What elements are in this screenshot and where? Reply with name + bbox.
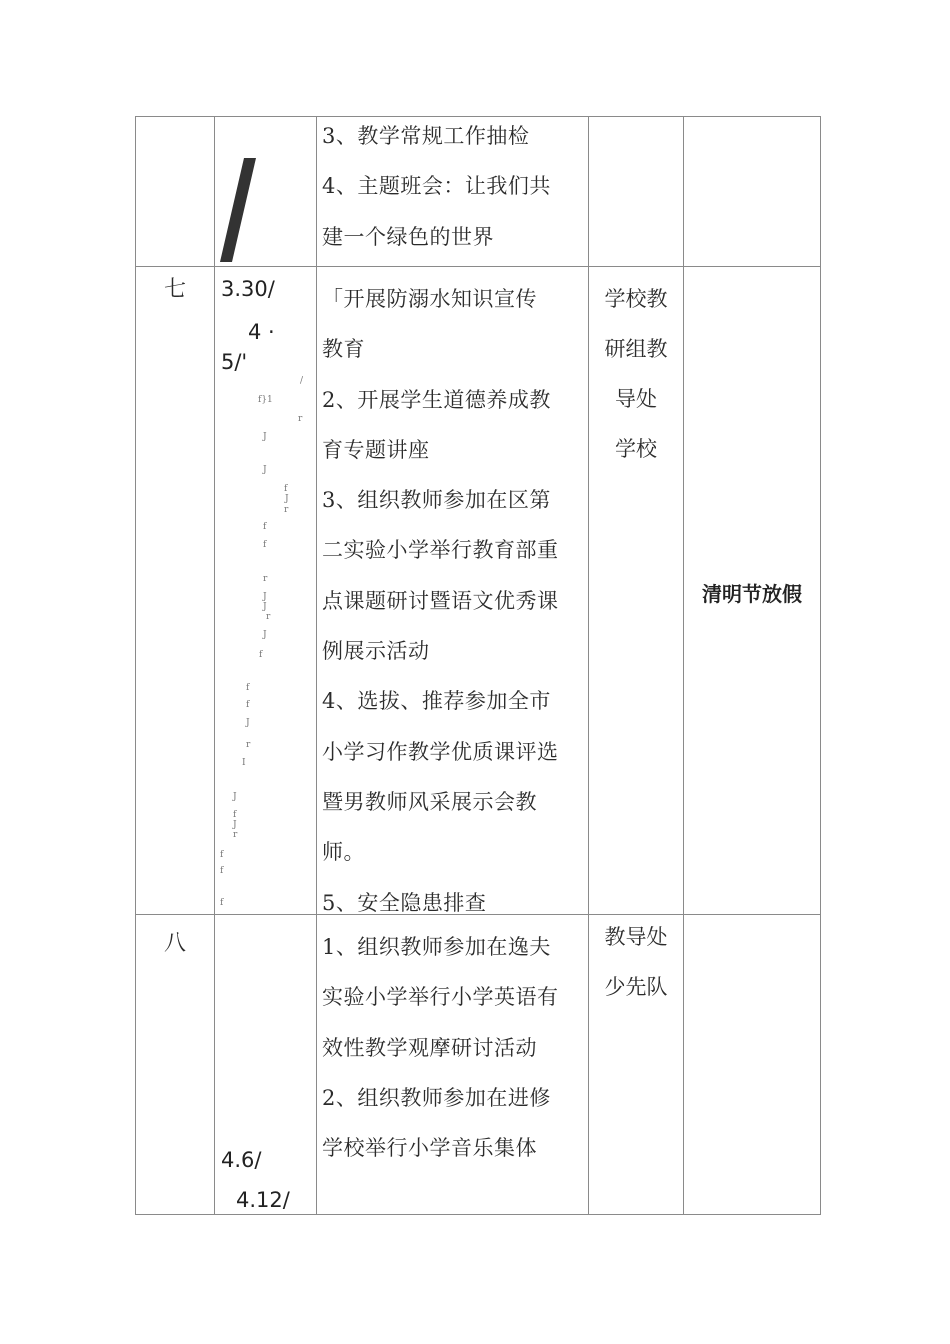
scan-mark: J	[285, 494, 289, 504]
content-line: 5、安全隐患排查	[322, 890, 487, 915]
scan-mark: J	[263, 432, 267, 442]
scan-mark: r	[233, 830, 238, 840]
content-line: 育专题讲座	[322, 437, 430, 462]
scan-mark: f	[263, 540, 267, 550]
content-line: 「开展防溺水知识宣传	[322, 287, 537, 311]
content-line: 效性教学观摩研讨活动	[322, 1035, 537, 1060]
scan-mark: J	[233, 792, 237, 802]
row3-content	[322, 922, 586, 1173]
scan-mark: r	[266, 612, 271, 622]
scan-mark: I	[242, 758, 246, 768]
scan-slash-mark	[220, 158, 256, 262]
content-line: 暨男教师风采展示会教	[322, 789, 537, 814]
content-line: 实验小学举行小学英语有	[322, 985, 559, 1010]
scan-mark: f	[220, 850, 224, 860]
scan-mark: f	[259, 650, 263, 660]
scan-mark: r	[263, 574, 268, 584]
scan-mark: J	[263, 602, 267, 612]
row3-week: 八	[163, 931, 186, 956]
row3-date-line-2: 4.12/	[236, 1188, 290, 1212]
scan-mark: r	[298, 414, 303, 424]
content-line: 2、组织教师参加在进修	[322, 1085, 551, 1110]
dept-line: 少先队	[604, 975, 668, 999]
scan-mark: f	[220, 866, 224, 876]
row2-date-line-3: 5/'	[221, 350, 248, 374]
scan-mark: /	[300, 376, 304, 386]
dept-line: 导处	[615, 387, 657, 411]
scan-mark: J	[263, 592, 267, 602]
dept-line: 教导处	[604, 925, 668, 949]
scan-mark: f	[233, 810, 237, 820]
row1-content	[322, 111, 586, 262]
content-line: 师。	[322, 840, 365, 865]
dept-line: 研组教	[604, 337, 668, 361]
row-divider	[135, 266, 821, 267]
content-line: 2、开展学生道德养成教	[322, 387, 551, 412]
row3-date-line-1: 4.6/	[221, 1148, 262, 1172]
row2-remark: 清明节放假	[702, 582, 802, 606]
row2-date-line-1: 3.30/	[221, 277, 275, 301]
content-line: 1、组织教师参加在逸夫	[322, 935, 551, 959]
scan-mark: f	[220, 898, 224, 908]
content-line: 二实验小学举行教育部重	[322, 538, 559, 563]
scan-mark: f	[246, 700, 250, 710]
scan-mark: f}1	[258, 395, 273, 405]
table-border-bottom	[135, 1214, 821, 1215]
content-line: 例展示活动	[322, 639, 430, 664]
content-line: 3、组织教师参加在区第	[322, 488, 551, 513]
scan-mark: f	[246, 683, 250, 693]
row3-departments	[589, 912, 683, 1012]
column-divider	[316, 116, 317, 1215]
content-line: 建一个绿色的世界	[322, 224, 494, 249]
scan-mark: r	[284, 505, 289, 515]
scan-mark: f	[284, 484, 288, 494]
content-line: 3、教学常规工作抽检	[322, 124, 530, 148]
table-border-right	[820, 116, 821, 1215]
dept-line: 学校	[615, 437, 657, 461]
row2-week: 七	[163, 277, 186, 302]
content-line: 小学习作教学优质课评选	[322, 739, 559, 764]
content-line: 4、选拔、推荐参加全市	[322, 689, 551, 714]
dept-line: 学校教	[604, 287, 668, 311]
scan-mark: J	[233, 820, 237, 830]
row2-content	[322, 274, 586, 928]
column-divider	[683, 116, 684, 1215]
content-line: 教育	[322, 337, 365, 362]
scan-mark: f	[263, 522, 267, 532]
row2-departments	[589, 274, 683, 474]
scan-mark: J	[263, 630, 267, 640]
scan-mark: J	[263, 465, 267, 475]
scan-mark: J	[246, 718, 250, 728]
scan-mark: r	[246, 740, 251, 750]
content-line: 点课题研讨暨语文优秀课	[322, 588, 559, 613]
content-line: 学校举行小学音乐集体	[322, 1136, 537, 1161]
row2-date-line-2: 4 ·	[248, 320, 275, 344]
content-line: 4、主题班会：让我们共	[322, 174, 551, 199]
